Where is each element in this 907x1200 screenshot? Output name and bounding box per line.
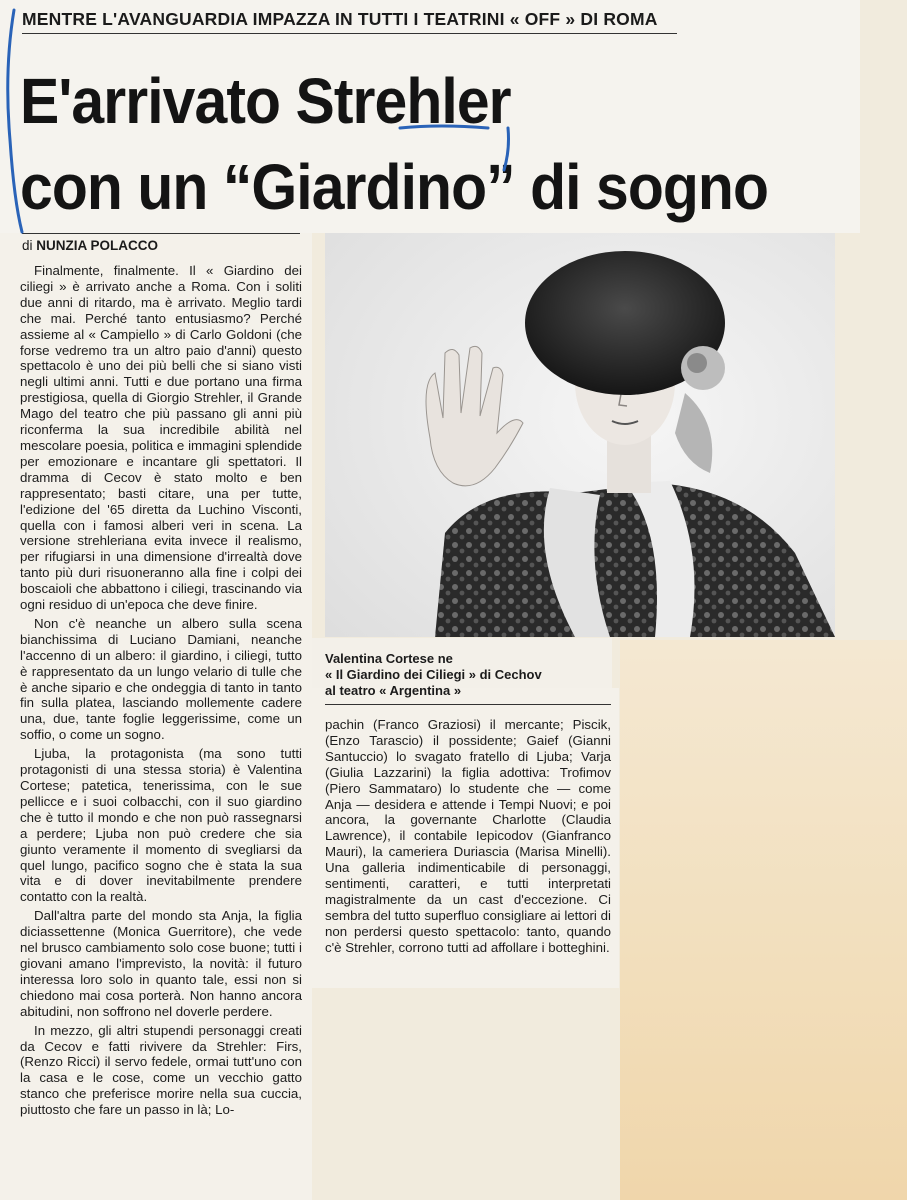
byline	[22, 233, 300, 253]
main-headline	[20, 58, 820, 230]
actress-photo	[325, 233, 835, 637]
paragraph: Finalmente, finalmente. Il « Giardino dei ciliegi » è arrivato anche a Roma. Con i soliti due anni di ritardo, ma è arrivato. Meglio tardi che mai. Perché tanto entusiasmo? Perché assieme al « Campiello » di Carlo Goldoni (che forse vedremo tra un altro paio d'anni) questo spettacolo è uno dei più belli che si siano visti negli ultimi anni. Tutti e due portano una firma prestigiosa, quella di Giorgio Strehler, il Grande Mago del teatro che più passano gli anni più riconferma la sua incredibile abilità nel mescolare poesia, politica e immagini splendide per emozionare e incantare gli spettatori. Il dramma di Cecov è stato molto e ben rappresentato; basti citare, una per tutte, l'edizione del '65 diretta da Luchino Visconti, quella con i famosi alberi veri in scena. La versione strehleriana evita invece il realismo, per rifugiarsi in una dimensione d'irrealtà dove tanto più duri risuoneranno alla fine i colpi dei boscaioli che abbattono i ciliegi, trascinando via ogni residuo di un'epoca che deve finire.	[20, 263, 302, 613]
paragraph: Non c'è neanche un albero sulla scena bianchissima di Luciano Damiani, neanche l'accenno di un albero: il giardino, i ciliegi, tutto è rappresentato da un lungo velario di tulle che è anche sipario e che ondeggia di tanto in tanto fin sulla platea, lasciando mollemente cadere una, due, tante foglie leggerissime, come un soffio, o come un sogno.	[20, 615, 302, 743]
caption-line-3: al teatro « Argentina »	[325, 683, 462, 698]
caption-line-2: « Il Giardino dei Ciliegi » di Cechov	[325, 667, 542, 682]
headline-line-2: con un “Giardino” di sogno	[20, 151, 769, 223]
paragraph: Ljuba, la protagonista (ma sono tutti protagonisti di una stessa storia) è Valentina Cortese; patetica, tenerissima, con le sue pellicce e i suoi colbacchi, con il suo giardino che è tutto il mondo e che non può rassegnarsi a perdere; Ljuba non può credere che sia giunto veramente il momento di svegliarsi da quel lungo, pacifico sogno che è stata la sua vita e di dover inevitabilmente prendere contatto con la realtà.	[20, 746, 302, 905]
caption-line-1: Valentina Cortese ne	[325, 651, 453, 666]
byline-prefix: di	[22, 238, 33, 253]
caption-divider	[325, 704, 611, 705]
article-body-left-column	[20, 263, 302, 1121]
paragraph: Dall'altra parte del mondo sta Anja, la figlia diciassettenne (Monica Guerritore), che vede nel brusco cambiamento solo cose buone; tutti i giovani amano l'imprevisto, la novità: il futuro interessa loro solo in quanto tale, essi non si chiedono mai cosa porterà. Non hanno ancora abitudini, non soffrono nel doverle perdere.	[20, 908, 302, 1019]
byline-author: NUNZIA POLACCO	[36, 238, 159, 253]
article-body-right-column	[325, 717, 611, 959]
headline-line-1: E'arrivato Strehler	[20, 65, 511, 137]
paragraph: pachin (Franco Graziosi) il mercante; Piscik, (Enzo Tarascio) il possidente; Gaief (Gianni Santuccio) lo svagato fratello di Ljuba; Varja (Giulia Lazzarini) la figlia adottiva: Trofimov (Piero Sammataro) lo studente che — come Anja — desidera e attende i Tempi Nuovi; e poi ancora, la governante Charlotte (Claudia Lawrence), il contabile Iepicodov (Gianfranco Mauri), la cameriera Duriascia (Marisa Minelli). Una galleria indimenticabile di personaggi, sentimenti, caratteri, e tutti interpretati magistralmente da un cast d'eccezione. Ci sembra del tutto superfluo consigliare ai lettori di non perdersi questo spettacolo: tanto, quando c'è Strehler, corrono tutti ad affollare i botteghini.	[325, 717, 611, 955]
kicker-headline: MENTRE L'AVANGUARDIA IMPAZZA IN TUTTI I TEATRINI « OFF » DI ROMA	[22, 9, 677, 34]
paragraph: In mezzo, gli altri stupendi personaggi creati da Cecov e fatti rivivere da Strehler: Firs, (Renzo Ricci) il servo fedele, ormai tutt'uno con la casa e le cose, come un vecchio gatto stanco che preferisce morire nella sua cuccia, piuttosto che fare un passo in là; Lo-	[20, 1022, 302, 1118]
aged-paper-background	[620, 640, 907, 1200]
photo-caption	[325, 651, 610, 699]
